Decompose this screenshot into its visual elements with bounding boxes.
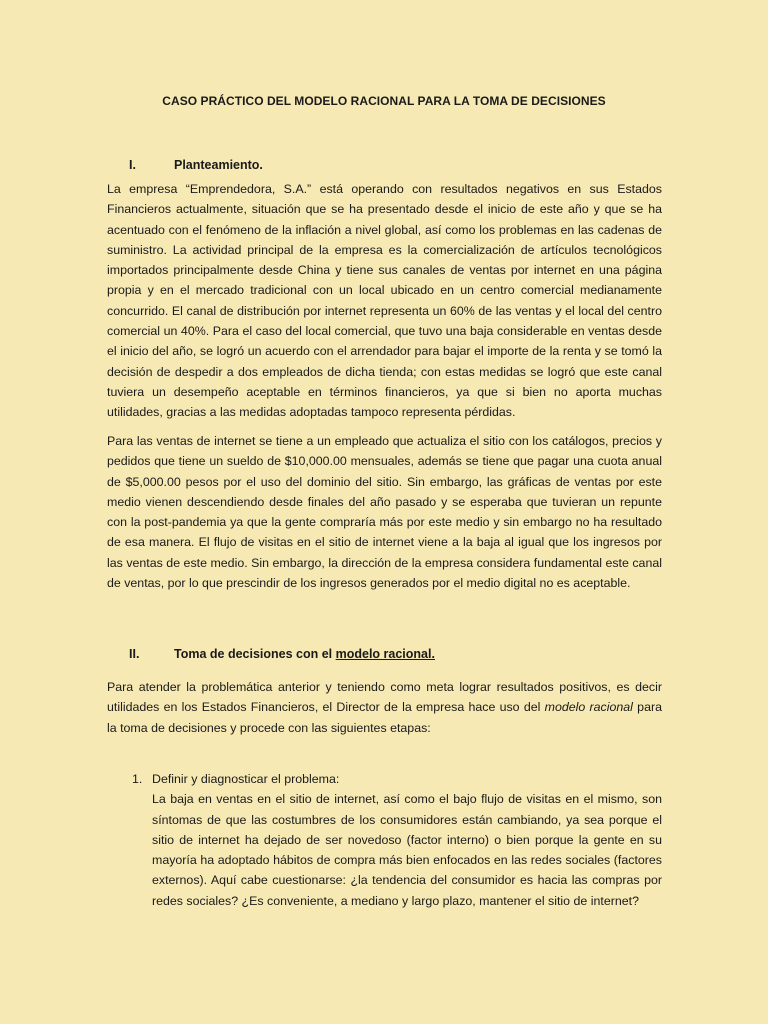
list-item-body: La baja en ventas en el sitio de internet, así como el bajo flujo de visitas en el mismo, son síntomas de que las costumbres de los consumidores están cambiando, ya sea porque el sitio de internet ha dejado de ser novedoso (factor interno) o bien porque la gente en su mayoría ha adoptado hábitos de compra más bien enfocados en las redes sociales (factores externos). Aquí cabe cuestionarse: ¿la tendencia del consumidor es hacia las compras por redes sociales? ¿Es conveniente, a mediano y largo plazo, mantener el sitio de internet? [152,792,662,908]
section-number: II. [129,647,140,661]
section-number: I. [129,158,136,172]
modelo-racional-link[interactable]: modelo racional. [335,647,435,661]
section-title: Toma de decisiones con el [174,647,336,661]
intro-italic-term: modelo racional [544,700,633,715]
list-item-marker: 1. [132,772,143,786]
section-heading-toma-decisiones [129,647,435,661]
section-heading-planteamiento [129,158,263,172]
intro-text-after: para la toma de decisiones y procede con las siguientes etapas: [107,700,662,735]
paragraph-toma-decisiones-intro [107,677,662,738]
document-title: CASO PRÁCTICO DEL MODELO RACIONAL PARA LA TOMA DE DECISIONES [162,94,606,108]
list-item-title: Definir y diagnosticar el problema: [152,772,340,786]
intro-text-before: Para atender la problemática anterior y teniendo como meta lograr resultados positivos, es decir utilidades en los Estados Financieros, el Director de la empresa hace uso del [107,680,662,715]
section-title: Planteamiento. [174,158,263,172]
list-item [132,769,662,911]
paragraph-planteamiento-2: Para las ventas de internet se tiene a un empleado que actualiza el sitio con los catálogos, precios y pedidos que tiene un sueldo de $10,000.00 mensuales, además se tiene que pagar una cuota anual de $5,000.00 pesos por el uso del dominio del sitio. Sin embargo, las gráficas de ventas por este medio vienen descendiendo desde finales del año pasado y se esperaba que tuvieran un repunte con la post-pandemia ya que la gente compraría más por este medio y sin embargo no ha resultado de esa manera. El flujo de visitas en el sitio de internet viene a la baja al igual que los ingresos por las ventas de este medio. Sin embargo, la dirección de la empresa considera fundamental este canal de ventas, por lo que prescindir de los ingresos generados por el medio digital no es aceptable. [107,434,662,591]
paragraph-planteamiento-1: La empresa “Emprendedora, S.A.” está operando con resultados negativos en sus Estados Financieros actualmente, situación que se ha presentado desde el inicio de este año y que se ha acentuado con el fenómeno de la inflación a nivel global, así como los problemas en las cadenas de suministro. La actividad principal de la empresa es la comercialización de artículos tecnológicos importados principalmente desde China y tiene sus canales de ventas por internet en una página propia y en el mercado tradicional con un local ubicado en un centro comercial medianamente concurrido. El canal de distribución por internet representa un 60% de las ventas y el local del centro comercial un 40%. Para el caso del local comercial, que tuvo una baja considerable en ventas desde el inicio del año, se logró un acuerdo con el arrendador para bajar el importe de la renta y se tomó la decisión de despedir a dos empleados de dicha tienda; con estas medidas se logró que este canal tuviera un desempeño aceptable en términos financieros, ya que si bien no aporta muchas utilidades, gracias a las medidas adoptadas tampoco representa pérdidas. [107,182,662,420]
